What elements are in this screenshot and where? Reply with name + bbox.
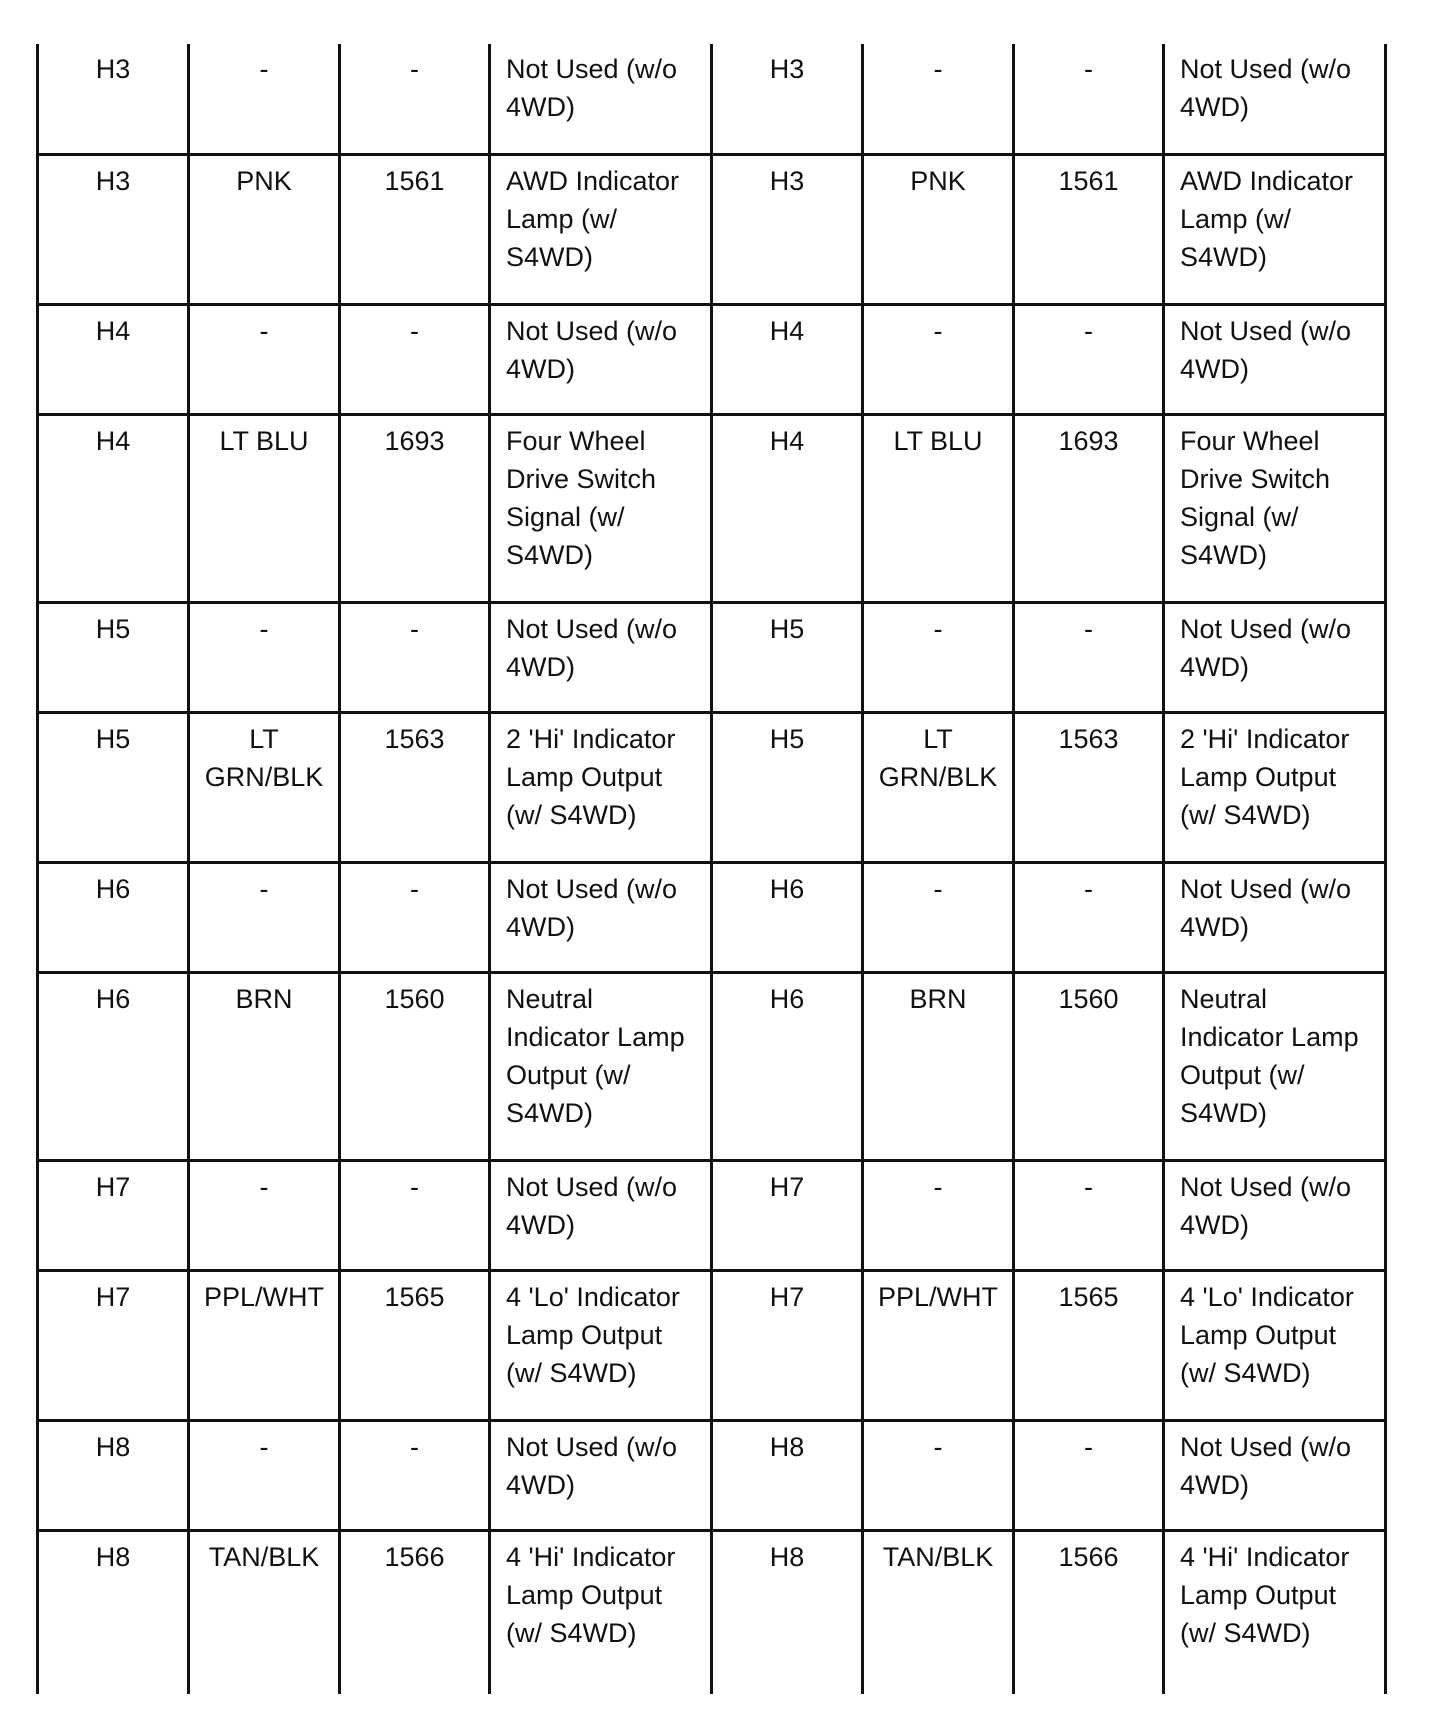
left-pin-cell: H3 [38,154,189,304]
left-color-cell: PPL/WHT [189,1270,340,1420]
left-pin-cell: H8 [38,1420,189,1530]
right-pin-cell: H7 [712,1160,863,1270]
right-function-cell: Not Used (w/o 4WD) [1164,602,1386,712]
right-function-cell: Not Used (w/o 4WD) [1164,304,1386,414]
right-pin-cell: H7 [712,1270,863,1420]
left-color-cell: - [189,44,340,154]
left-color-cell: - [189,304,340,414]
table-row [38,154,1386,304]
left-color-cell: - [189,1420,340,1530]
table-row [38,1420,1386,1530]
right-circuit-cell: - [1014,602,1164,712]
right-color-cell: LT GRN/BLK [863,712,1014,862]
left-pin-cell: H6 [38,862,189,972]
right-circuit-cell: 1563 [1014,712,1164,862]
left-circuit-cell: 1561 [340,154,490,304]
right-pin-cell: H6 [712,972,863,1160]
left-function-cell: 2 'Hi' Indicator Lamp Output (w/ S4WD) [490,712,712,862]
left-pin-cell: H6 [38,972,189,1160]
right-color-cell: - [863,304,1014,414]
right-pin-cell: H4 [712,414,863,602]
right-function-cell: 4 'Lo' Indicator Lamp Output (w/ S4WD) [1164,1270,1386,1420]
left-pin-cell: H3 [38,44,189,154]
left-circuit-cell: 1693 [340,414,490,602]
left-circuit-cell: - [340,304,490,414]
right-color-cell: - [863,602,1014,712]
left-color-cell: LT BLU [189,414,340,602]
left-color-cell: - [189,602,340,712]
right-color-cell: PNK [863,154,1014,304]
left-circuit-cell: - [340,862,490,972]
table-row [38,1270,1386,1420]
left-pin-cell: H7 [38,1270,189,1420]
left-color-cell: TAN/BLK [189,1530,340,1694]
right-pin-cell: H6 [712,862,863,972]
right-circuit-cell: 1560 [1014,972,1164,1160]
right-function-cell: Not Used (w/o 4WD) [1164,1160,1386,1270]
right-function-cell: Not Used (w/o 4WD) [1164,44,1386,154]
left-circuit-cell: - [340,1160,490,1270]
table-row [38,304,1386,414]
right-circuit-cell: 1565 [1014,1270,1164,1420]
left-pin-cell: H4 [38,304,189,414]
right-color-cell: - [863,1160,1014,1270]
right-color-cell: LT BLU [863,414,1014,602]
left-color-cell: PNK [189,154,340,304]
right-function-cell: Neutral Indicator Lamp Output (w/ S4WD) [1164,972,1386,1160]
right-pin-cell: H5 [712,712,863,862]
left-function-cell: Not Used (w/o 4WD) [490,1420,712,1530]
right-function-cell: Four Wheel Drive Switch Signal (w/ S4WD) [1164,414,1386,602]
right-color-cell: PPL/WHT [863,1270,1014,1420]
left-function-cell: Not Used (w/o 4WD) [490,304,712,414]
left-function-cell: Not Used (w/o 4WD) [490,862,712,972]
left-pin-cell: H5 [38,602,189,712]
left-pin-cell: H5 [38,712,189,862]
left-function-cell: Four Wheel Drive Switch Signal (w/ S4WD) [490,414,712,602]
left-color-cell: - [189,1160,340,1270]
right-function-cell: 2 'Hi' Indicator Lamp Output (w/ S4WD) [1164,712,1386,862]
table-row [38,1160,1386,1270]
right-color-cell: TAN/BLK [863,1530,1014,1694]
right-circuit-cell: - [1014,304,1164,414]
right-pin-cell: H5 [712,602,863,712]
left-function-cell: Not Used (w/o 4WD) [490,44,712,154]
right-circuit-cell: 1566 [1014,1530,1164,1694]
table-row [38,972,1386,1160]
left-pin-cell: H4 [38,414,189,602]
left-circuit-cell: - [340,1420,490,1530]
left-function-cell: Not Used (w/o 4WD) [490,602,712,712]
right-circuit-cell: 1561 [1014,154,1164,304]
right-pin-cell: H8 [712,1530,863,1694]
pinout-table [36,44,1387,1694]
table-row [38,44,1386,154]
right-color-cell: BRN [863,972,1014,1160]
table-row [38,862,1386,972]
right-circuit-cell: - [1014,44,1164,154]
right-pin-cell: H4 [712,304,863,414]
table-row [38,712,1386,862]
right-circuit-cell: - [1014,862,1164,972]
right-pin-cell: H8 [712,1420,863,1530]
left-color-cell: LT GRN/BLK [189,712,340,862]
left-function-cell: Neutral Indicator Lamp Output (w/ S4WD) [490,972,712,1160]
right-circuit-cell: - [1014,1160,1164,1270]
table-row [38,602,1386,712]
left-circuit-cell: 1566 [340,1530,490,1694]
left-pin-cell: H7 [38,1160,189,1270]
right-color-cell: - [863,862,1014,972]
right-function-cell: AWD Indicator Lamp (w/ S4WD) [1164,154,1386,304]
right-function-cell: Not Used (w/o 4WD) [1164,1420,1386,1530]
right-color-cell: - [863,44,1014,154]
left-function-cell: 4 'Hi' Indicator Lamp Output (w/ S4WD) [490,1530,712,1694]
table-row [38,414,1386,602]
left-circuit-cell: 1563 [340,712,490,862]
right-pin-cell: H3 [712,44,863,154]
left-function-cell: AWD Indicator Lamp (w/ S4WD) [490,154,712,304]
left-circuit-cell: 1560 [340,972,490,1160]
left-color-cell: BRN [189,972,340,1160]
right-function-cell: Not Used (w/o 4WD) [1164,862,1386,972]
right-circuit-cell: - [1014,1420,1164,1530]
right-color-cell: - [863,1420,1014,1530]
left-function-cell: Not Used (w/o 4WD) [490,1160,712,1270]
left-circuit-cell: 1565 [340,1270,490,1420]
table-row [38,1530,1386,1694]
left-circuit-cell: - [340,602,490,712]
right-function-cell: 4 'Hi' Indicator Lamp Output (w/ S4WD) [1164,1530,1386,1694]
left-function-cell: 4 'Lo' Indicator Lamp Output (w/ S4WD) [490,1270,712,1420]
left-pin-cell: H8 [38,1530,189,1694]
left-color-cell: - [189,862,340,972]
left-circuit-cell: - [340,44,490,154]
right-circuit-cell: 1693 [1014,414,1164,602]
right-pin-cell: H3 [712,154,863,304]
